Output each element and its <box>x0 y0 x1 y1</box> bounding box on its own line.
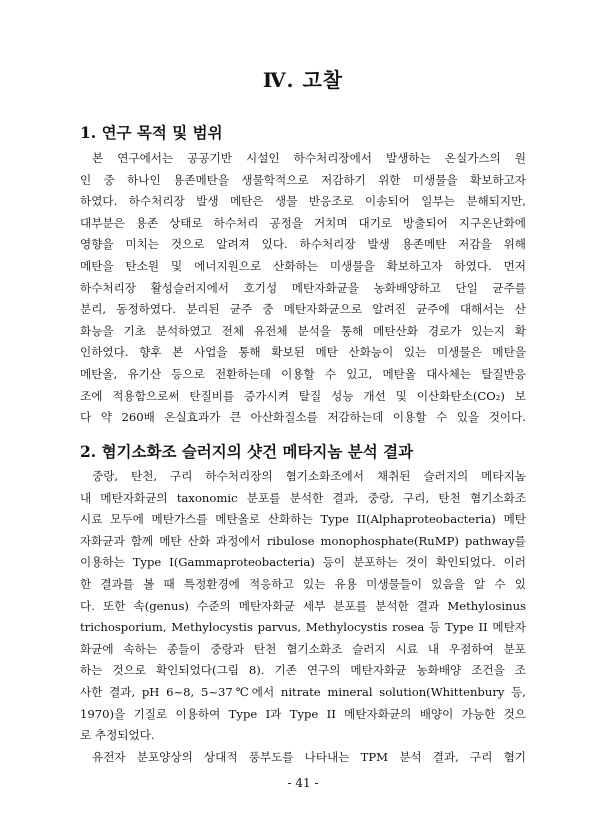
text-line: 하수처리장 활성슬러지에서 호기성 메탄자화균을 농화배양하고 단일 균주를 <box>80 280 526 295</box>
text-line: 조에 적용함으로써 탄질비를 증가시켜 탈질 성능 개선 및 이산화탄소(CO₂) 보 <box>80 388 526 403</box>
text-line: 본 연구에서는 공공기반 시설인 하수처리장에서 발생하는 온실가스의 원 <box>92 151 526 165</box>
text-line: 사한 결과, pH 6~8, 5~37℃에서 nitrate mineral solution(Whittenbury 등, <box>80 684 526 699</box>
text-line: 다 약 260배 온실효과가 큰 아산화질소를 저감하는데 이용할 수 있을 것이다. <box>80 410 526 425</box>
text-line: 로 추정되었다. <box>80 728 155 743</box>
text-line: 인하였다. 향후 본 사업을 통해 확보된 메탄 산화능이 있는 미생물은 메탄을 <box>80 345 526 360</box>
text-line: 분리, 동정하였다. 분리된 균주 중 메탄자화균으로 알려진 균주에 대해서는 산 <box>80 302 526 317</box>
text-line: 한 결과를 볼 때 특정환경에 적응하고 있는 유용 미생물들이 있음을 알 수 있 <box>80 576 526 591</box>
text-line: 화능을 기초 분석하였고 전체 유전체 분석을 통해 메탄산화 경로가 있는지 확 <box>80 323 526 338</box>
text-line: 내 메탄자화균의 taxonomic 분포를 분석한 결과, 중랑, 구리, 탄천 혐기소화조 <box>80 490 526 505</box>
text-line: 유전자 분포양상의 상대적 풍부도를 나타내는 TPM 분석 결과, 구리 혐기 <box>92 749 526 764</box>
text-line: 메탄을 탄소원 및 에너지원으로 산화하는 미생물을 확보하고자 하였다. 먼저 <box>80 258 526 273</box>
text-line: 하였다. 하수처리장 발생 메탄은 생물 반응조로 이송되어 일부는 분해되지만, <box>80 194 526 209</box>
text-line: 하는 것으로 확인되었다(그림 8). 기존 연구의 메탄자화균 농화배양 조건을 조 <box>80 663 526 678</box>
text-line: 인 중 하나인 용존메탄을 생물학적으로 저감하기 위한 미생물을 확보하고자 <box>80 172 526 187</box>
text-line: 중랑, 탄천, 구리 하수처리장의 혐기소화조에서 채취된 슬러지의 메타지놈 <box>92 469 526 483</box>
text-line: trichosporium, Methylocystis parvus, Methylocystis rosea 등 Type II 메탄자 <box>80 620 526 635</box>
section-2-heading: 2. 혐기소화조 슬러지의 샷건 메타지놈 분석 결과 <box>80 442 414 461</box>
section-2-paragraph <box>80 466 526 768</box>
section-1-heading: 1. 연구 목적 및 범위 <box>80 123 223 142</box>
text-line: 이용하는 Type I(Gammaproteobacteria) 등이 분포하는 것이 확인되었다. 이러 <box>80 555 526 570</box>
section-1-paragraph <box>80 148 526 429</box>
page-number: - 41 - <box>287 776 319 790</box>
text-line: 영향을 미치는 것으로 알려져 있다. 하수처리장 발생 용존메탄 저감을 위해 <box>80 237 526 252</box>
text-line: 메탄올, 유기산 등으로 전환하는데 이용할 수 있고, 메탄올 대사체는 탈질반응 <box>80 366 526 381</box>
text-line: 자화균과 함께 메탄 산화 과정에서 ribulose monophosphate(RuMP) pathway를 <box>80 533 526 548</box>
chapter-title: Ⅳ. 고찰 <box>262 68 344 92</box>
text-line: 시료 모두에 메탄가스를 메탄올로 산화하는 Type II(Alphaproteobacteria) 메탄 <box>80 512 526 527</box>
text-line: 화균에 속하는 종들이 중랑과 탄천 혐기소화조 슬러지 시료 내 우점하여 분포 <box>80 641 526 656</box>
text-line: 1970)을 기질로 이용하여 Type I과 Type II 메탄자화균의 배양이 가능한 것으 <box>80 706 526 721</box>
text-line: 다. 또한 속(genus) 수준의 메탄자화균 세부 분포를 분석한 결과 Methylosinus <box>80 598 526 613</box>
text-line: 대부분은 용존 상태로 하수처리 공정을 거치며 대기로 방출되어 지구온난화에 <box>80 215 526 230</box>
